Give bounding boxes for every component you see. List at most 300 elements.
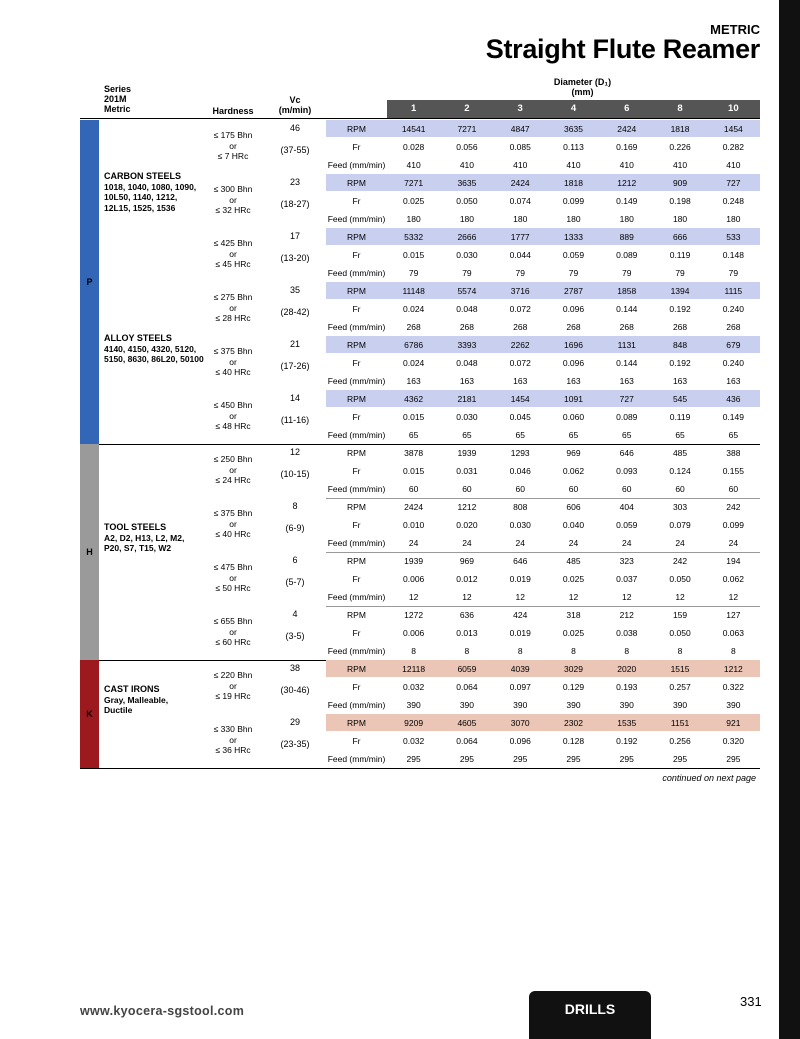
feed-row bbox=[326, 210, 760, 229]
cell-value: 2302 bbox=[564, 718, 583, 728]
cell-value: 242 bbox=[726, 502, 741, 512]
cell-value: 1091 bbox=[564, 394, 583, 404]
cell-value: 24 bbox=[728, 538, 739, 548]
cutting-speed: 29 bbox=[289, 717, 300, 727]
cell-value: 0.144 bbox=[616, 358, 638, 368]
cell-value: 636 bbox=[459, 610, 475, 620]
cell-value: 889 bbox=[619, 232, 634, 242]
cell-value: 0.044 bbox=[509, 250, 531, 260]
cell-value: 4039 bbox=[510, 664, 530, 674]
cell-value: 0.085 bbox=[509, 142, 531, 152]
cell-value: 318 bbox=[566, 610, 581, 620]
cell-value: 79 bbox=[675, 268, 685, 278]
cell-value: 242 bbox=[672, 556, 688, 566]
cell-value: 12 bbox=[568, 592, 579, 602]
rpm-row bbox=[326, 174, 760, 192]
cell-value: 2424 bbox=[510, 178, 530, 188]
cell-value: 79 bbox=[462, 268, 472, 278]
rpm-row bbox=[326, 660, 760, 678]
cell-value: 2181 bbox=[457, 394, 477, 404]
cell-value: 410 bbox=[672, 160, 688, 170]
cell-value: 1515 bbox=[670, 664, 690, 674]
row-label: Feed (mm/min) bbox=[327, 754, 386, 764]
cell-value: 1535 bbox=[617, 718, 637, 728]
row-label: Fr bbox=[352, 520, 361, 530]
cell-value: 666 bbox=[672, 232, 688, 242]
cell-value: 485 bbox=[672, 448, 688, 458]
cell-value: 0.072 bbox=[509, 304, 531, 314]
hardness-range: ≤ 300 Bhn or ≤ 32 HRc bbox=[213, 184, 253, 215]
cell-value: 0.025 bbox=[562, 574, 585, 584]
feed-rate-row bbox=[326, 624, 760, 642]
cell-value: 268 bbox=[459, 322, 475, 332]
hardness-range: ≤ 425 Bhn or ≤ 45 HRc bbox=[213, 238, 253, 269]
cell-value: 0.149 bbox=[722, 412, 744, 422]
diameter-col-header: 2 bbox=[464, 103, 470, 114]
cutting-speed-range: (6-9) bbox=[285, 523, 305, 533]
cell-value: 0.020 bbox=[456, 520, 478, 530]
cell-value: 60 bbox=[515, 484, 525, 494]
cell-value: 921 bbox=[726, 718, 741, 728]
right-edge-bar bbox=[779, 0, 800, 1039]
cell-value: 12 bbox=[515, 592, 525, 602]
cutting-speed-range: (10-15) bbox=[280, 469, 310, 479]
cell-value: 0.096 bbox=[562, 358, 585, 368]
cell-value: 390 bbox=[619, 700, 634, 710]
material-grades: 4140, 4150, 4320, 5120, 5150, 8630, 86L20, 50100 bbox=[104, 343, 204, 364]
cell-value: 0.155 bbox=[722, 466, 744, 476]
cell-value: 0.248 bbox=[722, 196, 744, 206]
cell-value: 1212 bbox=[617, 178, 637, 188]
cell-value: 0.169 bbox=[616, 142, 638, 152]
cell-value: 424 bbox=[513, 610, 528, 620]
cell-value: 12 bbox=[408, 592, 419, 602]
cell-value: 390 bbox=[459, 700, 475, 710]
cell-value: 0.089 bbox=[616, 250, 638, 260]
cell-value: 0.019 bbox=[509, 628, 531, 638]
cell-value: 2666 bbox=[457, 232, 477, 242]
cell-value: 0.257 bbox=[669, 682, 691, 692]
cell-value: 0.144 bbox=[616, 304, 638, 314]
cell-value: 545 bbox=[672, 394, 688, 404]
cell-value: 0.032 bbox=[403, 682, 425, 692]
cell-value: 180 bbox=[406, 214, 421, 224]
cell-value: 127 bbox=[726, 610, 741, 620]
cell-value: 1939 bbox=[457, 448, 477, 458]
cell-value: 0.028 bbox=[403, 142, 425, 152]
cell-value: 0.010 bbox=[403, 520, 425, 530]
cell-value: 410 bbox=[513, 160, 528, 170]
cell-value: 163 bbox=[566, 376, 581, 386]
cell-value: 0.193 bbox=[616, 682, 638, 692]
cell-value: 2020 bbox=[617, 664, 637, 674]
row-label: Fr bbox=[352, 466, 361, 476]
cell-value: 12 bbox=[675, 592, 685, 602]
row-label: Feed (mm/min) bbox=[327, 484, 386, 494]
cutting-speed: 38 bbox=[289, 663, 300, 673]
cutting-speed-range: (30-46) bbox=[280, 685, 310, 695]
cell-value: 0.045 bbox=[509, 412, 531, 422]
footer-url[interactable]: www.kyocera-sgstool.com bbox=[80, 1004, 245, 1018]
cutting-speed: 12 bbox=[289, 447, 300, 457]
rpm-row bbox=[326, 552, 760, 570]
diameter-col-header: 4 bbox=[570, 103, 577, 114]
cell-value: 4847 bbox=[510, 124, 530, 134]
cell-value: 194 bbox=[726, 556, 741, 566]
cell-value: 969 bbox=[566, 448, 581, 458]
cell-value: 79 bbox=[728, 268, 739, 278]
row-label: RPM bbox=[347, 556, 366, 566]
feed-rate-row bbox=[326, 408, 760, 426]
cell-value: 0.025 bbox=[403, 196, 425, 206]
cell-value: 390 bbox=[406, 700, 421, 710]
cutting-speed-range: (5-7) bbox=[285, 577, 305, 587]
cell-value: 3070 bbox=[510, 718, 530, 728]
cell-value: 0.024 bbox=[403, 358, 425, 368]
cell-value: 0.074 bbox=[509, 196, 531, 206]
cell-value: 0.063 bbox=[722, 628, 744, 638]
cell-value: 8 bbox=[411, 646, 416, 656]
cell-value: 5574 bbox=[457, 286, 477, 296]
cell-value: 8 bbox=[464, 646, 470, 656]
cell-value: 60 bbox=[728, 484, 739, 494]
cell-value: 0.030 bbox=[509, 520, 531, 530]
cell-value: 0.113 bbox=[563, 142, 584, 152]
cell-value: 3878 bbox=[404, 448, 424, 458]
cell-value: 0.064 bbox=[456, 682, 478, 692]
cell-value: 12 bbox=[622, 592, 632, 602]
cell-value: 60 bbox=[408, 484, 419, 494]
cell-value: 1333 bbox=[564, 232, 583, 242]
cell-value: 3029 bbox=[564, 664, 583, 674]
row-label: RPM bbox=[347, 502, 366, 512]
hardness-range: ≤ 220 Bhn or ≤ 19 HRc bbox=[213, 670, 253, 701]
cell-value: 390 bbox=[566, 700, 581, 710]
cell-value: 404 bbox=[619, 502, 634, 512]
cell-value: 0.059 bbox=[562, 250, 585, 260]
cell-value: 1115 bbox=[724, 286, 743, 296]
cell-value: 8 bbox=[517, 646, 523, 656]
cell-value: 180 bbox=[619, 214, 634, 224]
cell-value: 163 bbox=[513, 376, 528, 386]
cell-value: 0.024 bbox=[403, 304, 425, 314]
cell-value: 436 bbox=[726, 394, 741, 404]
cell-value: 180 bbox=[566, 214, 581, 224]
row-label: Fr bbox=[352, 358, 361, 368]
hardness-range: ≤ 175 Bhn or ≤ 7 HRc bbox=[213, 130, 253, 161]
cell-value: 679 bbox=[726, 340, 741, 350]
rpm-row bbox=[326, 336, 760, 354]
diameter-columns bbox=[387, 100, 760, 118]
cell-value: 8 bbox=[730, 646, 736, 656]
cell-value: 0.056 bbox=[456, 142, 478, 152]
cell-value: 3393 bbox=[457, 340, 477, 350]
cell-value: 1454 bbox=[510, 394, 530, 404]
cell-value: 7271 bbox=[457, 124, 477, 134]
row-label: Feed (mm/min) bbox=[327, 592, 386, 602]
cell-value: 0.198 bbox=[669, 196, 691, 206]
cutting-speed-range: (23-35) bbox=[280, 739, 310, 749]
cutting-speed-range: (13-20) bbox=[280, 253, 310, 263]
feed-rate-row bbox=[326, 192, 760, 210]
cell-value: 3635 bbox=[457, 178, 477, 188]
hardness-range: ≤ 450 Bhn or ≤ 48 HRc bbox=[213, 400, 253, 431]
row-label: Feed (mm/min) bbox=[327, 538, 386, 548]
row-label: Fr bbox=[352, 250, 361, 260]
continued-note: continued on next page bbox=[662, 773, 756, 783]
series-header: Series 201M Metric bbox=[104, 84, 132, 114]
cell-value: 0.013 bbox=[456, 628, 478, 638]
cell-value: 0.050 bbox=[456, 196, 478, 206]
cell-value: 410 bbox=[406, 160, 421, 170]
material-grades: A2, D2, H13, L2, M2, P20, S7, T15, W2 bbox=[104, 532, 185, 553]
cell-value: 0.192 bbox=[616, 736, 638, 746]
diameter-col-header: 3 bbox=[517, 103, 523, 114]
cell-value: 390 bbox=[513, 700, 528, 710]
cell-value: 268 bbox=[406, 322, 421, 332]
cell-value: 727 bbox=[619, 394, 634, 404]
rpm-row bbox=[326, 444, 760, 462]
cell-value: 0.119 bbox=[669, 250, 691, 260]
cell-value: 268 bbox=[513, 322, 528, 332]
cell-value: 0.012 bbox=[456, 574, 478, 584]
cell-value: 0.006 bbox=[403, 628, 425, 638]
cutting-speed: 6 bbox=[292, 555, 298, 565]
cell-value: 0.192 bbox=[669, 358, 691, 368]
rpm-row bbox=[326, 606, 760, 624]
cell-value: 60 bbox=[675, 484, 685, 494]
cell-value: 0.320 bbox=[722, 736, 744, 746]
cutting-speed: 8 bbox=[292, 501, 298, 511]
cell-value: 0.128 bbox=[562, 736, 585, 746]
cell-value: 14541 bbox=[401, 124, 426, 134]
feed-row bbox=[326, 318, 760, 337]
cell-value: 5332 bbox=[404, 232, 424, 242]
cell-value: 0.060 bbox=[562, 412, 585, 422]
feed-rate-row bbox=[326, 138, 760, 156]
cell-value: 0.240 bbox=[722, 358, 744, 368]
cell-value: 295 bbox=[619, 754, 634, 764]
material-group bbox=[104, 333, 204, 365]
cell-value: 12118 bbox=[402, 664, 426, 674]
cell-value: 65 bbox=[568, 430, 579, 440]
cell-value: 0.062 bbox=[722, 574, 744, 584]
material-grades: 1018, 1040, 1080, 1090, 10L50, 1140, 1212, 12L15, 1525, 1536 bbox=[104, 181, 197, 213]
row-label: Fr bbox=[352, 196, 361, 206]
material-class-letter: H bbox=[86, 547, 93, 557]
cell-value: 1696 bbox=[564, 340, 583, 350]
cell-value: 0.048 bbox=[456, 358, 478, 368]
section-tab bbox=[529, 991, 651, 1039]
cell-value: 0.256 bbox=[669, 736, 691, 746]
feed-row bbox=[326, 588, 760, 607]
row-label: RPM bbox=[347, 232, 366, 242]
cell-value: 65 bbox=[408, 430, 419, 440]
row-label: RPM bbox=[347, 124, 366, 134]
cell-value: 1212 bbox=[723, 664, 743, 674]
cell-value: 163 bbox=[619, 376, 634, 386]
rpm-row bbox=[326, 390, 760, 408]
cell-value: 180 bbox=[459, 214, 475, 224]
cell-value: 0.072 bbox=[509, 358, 531, 368]
feed-rate-row bbox=[326, 516, 760, 534]
hardness-range: ≤ 655 Bhn or ≤ 60 HRc bbox=[213, 616, 253, 647]
cell-value: 65 bbox=[622, 430, 632, 440]
cell-value: 0.096 bbox=[562, 304, 585, 314]
feed-rate-row bbox=[326, 678, 760, 696]
cell-value: 8 bbox=[677, 646, 683, 656]
cell-value: 6059 bbox=[457, 664, 477, 674]
cutting-speed: 21 bbox=[289, 339, 300, 349]
cell-value: 1939 bbox=[404, 556, 424, 566]
row-label: RPM bbox=[347, 448, 366, 458]
feed-row bbox=[326, 642, 760, 661]
cell-value: 0.059 bbox=[616, 520, 638, 530]
cell-value: 390 bbox=[672, 700, 688, 710]
material-class-letter: P bbox=[86, 277, 93, 287]
cell-value: 485 bbox=[566, 556, 581, 566]
cell-value: 24 bbox=[568, 538, 579, 548]
cell-value: 808 bbox=[513, 502, 528, 512]
vc-header: Vc (m/min) bbox=[278, 95, 312, 115]
cell-value: 646 bbox=[513, 556, 528, 566]
cell-value: 410 bbox=[619, 160, 634, 170]
feed-rate-row bbox=[326, 300, 760, 318]
cell-value: 268 bbox=[619, 322, 634, 332]
row-label: Fr bbox=[352, 142, 361, 152]
cell-value: 0.096 bbox=[509, 736, 531, 746]
cell-value: 11148 bbox=[402, 286, 425, 296]
cell-value: 65 bbox=[462, 430, 472, 440]
row-label: RPM bbox=[347, 718, 366, 728]
cell-value: 0.048 bbox=[456, 304, 478, 314]
cell-value: 295 bbox=[726, 754, 741, 764]
cell-value: 295 bbox=[459, 754, 475, 764]
hardness-range: ≤ 375 Bhn or ≤ 40 HRc bbox=[213, 508, 253, 539]
rpm-row bbox=[326, 714, 760, 732]
cell-value: 2424 bbox=[617, 124, 637, 134]
cell-value: 0.006 bbox=[403, 574, 425, 584]
cutting-speed-range: (18-27) bbox=[280, 199, 310, 209]
feed-row bbox=[326, 750, 760, 769]
cell-value: 24 bbox=[675, 538, 685, 548]
feed-rate-row bbox=[326, 354, 760, 372]
cell-value: 24 bbox=[515, 538, 525, 548]
cell-value: 727 bbox=[726, 178, 741, 188]
cell-value: 9209 bbox=[404, 718, 424, 728]
cell-value: 0.064 bbox=[456, 736, 478, 746]
cell-value: 0.119 bbox=[669, 412, 691, 422]
rpm-row bbox=[326, 282, 760, 300]
cell-value: 79 bbox=[408, 268, 419, 278]
feed-row bbox=[326, 426, 760, 445]
cell-value: 410 bbox=[459, 160, 475, 170]
cell-value: 268 bbox=[672, 322, 688, 332]
cell-value: 6786 bbox=[404, 340, 424, 350]
cell-value: 1212 bbox=[457, 502, 477, 512]
cell-value: 1454 bbox=[723, 124, 743, 134]
cell-value: 0.079 bbox=[669, 520, 691, 530]
cell-value: 0.062 bbox=[562, 466, 585, 476]
diameter-header: Diameter (D₁) (mm) bbox=[553, 77, 612, 97]
cell-value: 0.015 bbox=[403, 466, 425, 476]
cell-value: 8 bbox=[624, 646, 630, 656]
row-label: Feed (mm/min) bbox=[327, 430, 386, 440]
cell-value: 0.089 bbox=[616, 412, 638, 422]
cell-value: 0.046 bbox=[509, 466, 531, 476]
cell-value: 1151 bbox=[670, 718, 690, 728]
cutting-speed-range: (11-16) bbox=[280, 415, 310, 425]
cutting-speed: 46 bbox=[289, 123, 300, 133]
cell-value: 180 bbox=[513, 214, 528, 224]
feed-row bbox=[326, 534, 760, 553]
cell-value: 8 bbox=[571, 646, 576, 656]
cell-value: 0.030 bbox=[456, 250, 478, 260]
cell-value: 388 bbox=[726, 448, 741, 458]
cell-value: 295 bbox=[513, 754, 528, 764]
diameter-col-header: 10 bbox=[728, 103, 739, 114]
cell-value: 0.015 bbox=[403, 250, 425, 260]
cutting-speed: 35 bbox=[289, 285, 300, 295]
cell-value: 0.019 bbox=[509, 574, 531, 584]
cell-value: 410 bbox=[566, 160, 581, 170]
material-group bbox=[104, 171, 196, 213]
cell-value: 848 bbox=[672, 340, 688, 350]
cell-value: 295 bbox=[406, 754, 421, 764]
cell-value: 24 bbox=[462, 538, 472, 548]
material-name: CAST IRONS bbox=[104, 684, 160, 694]
cell-value: 79 bbox=[568, 268, 579, 278]
cell-value: 1818 bbox=[670, 124, 690, 134]
cell-value: 1818 bbox=[564, 178, 583, 188]
diameter-col-header: 1 bbox=[410, 103, 417, 114]
cell-value: 1131 bbox=[617, 340, 636, 350]
cell-value: 969 bbox=[459, 556, 475, 566]
cell-value: 163 bbox=[406, 376, 421, 386]
cell-value: 268 bbox=[566, 322, 581, 332]
cell-value: 0.040 bbox=[562, 520, 585, 530]
diameter-col-header: 8 bbox=[677, 103, 683, 114]
rpm-row bbox=[326, 120, 760, 138]
cell-value: 159 bbox=[672, 610, 688, 620]
section-tab-label: DRILLS bbox=[564, 1001, 616, 1017]
row-label: RPM bbox=[347, 664, 366, 674]
cell-value: 60 bbox=[462, 484, 472, 494]
cell-value: 1858 bbox=[617, 286, 637, 296]
cell-value: 79 bbox=[515, 268, 525, 278]
row-label: RPM bbox=[347, 610, 366, 620]
cell-value: 3635 bbox=[564, 124, 583, 134]
cell-value: 0.099 bbox=[562, 196, 585, 206]
feed-row bbox=[326, 264, 760, 283]
cell-value: 0.124 bbox=[669, 466, 691, 476]
cell-value: 0.093 bbox=[616, 466, 638, 476]
cell-value: 390 bbox=[726, 700, 741, 710]
rpm-row bbox=[326, 228, 760, 246]
cell-value: 163 bbox=[459, 376, 475, 386]
row-label: Feed (mm/min) bbox=[327, 214, 386, 224]
cell-value: 60 bbox=[622, 484, 632, 494]
cell-value: 12 bbox=[462, 592, 472, 602]
feed-row bbox=[326, 372, 760, 391]
material-group bbox=[104, 684, 168, 716]
feed-row bbox=[326, 156, 760, 175]
cutting-speed: 17 bbox=[289, 231, 300, 241]
material-name: ALLOY STEELS bbox=[104, 333, 172, 343]
row-label: RPM bbox=[347, 340, 366, 350]
cell-value: 3716 bbox=[510, 286, 530, 296]
cell-value: 4605 bbox=[457, 718, 477, 728]
